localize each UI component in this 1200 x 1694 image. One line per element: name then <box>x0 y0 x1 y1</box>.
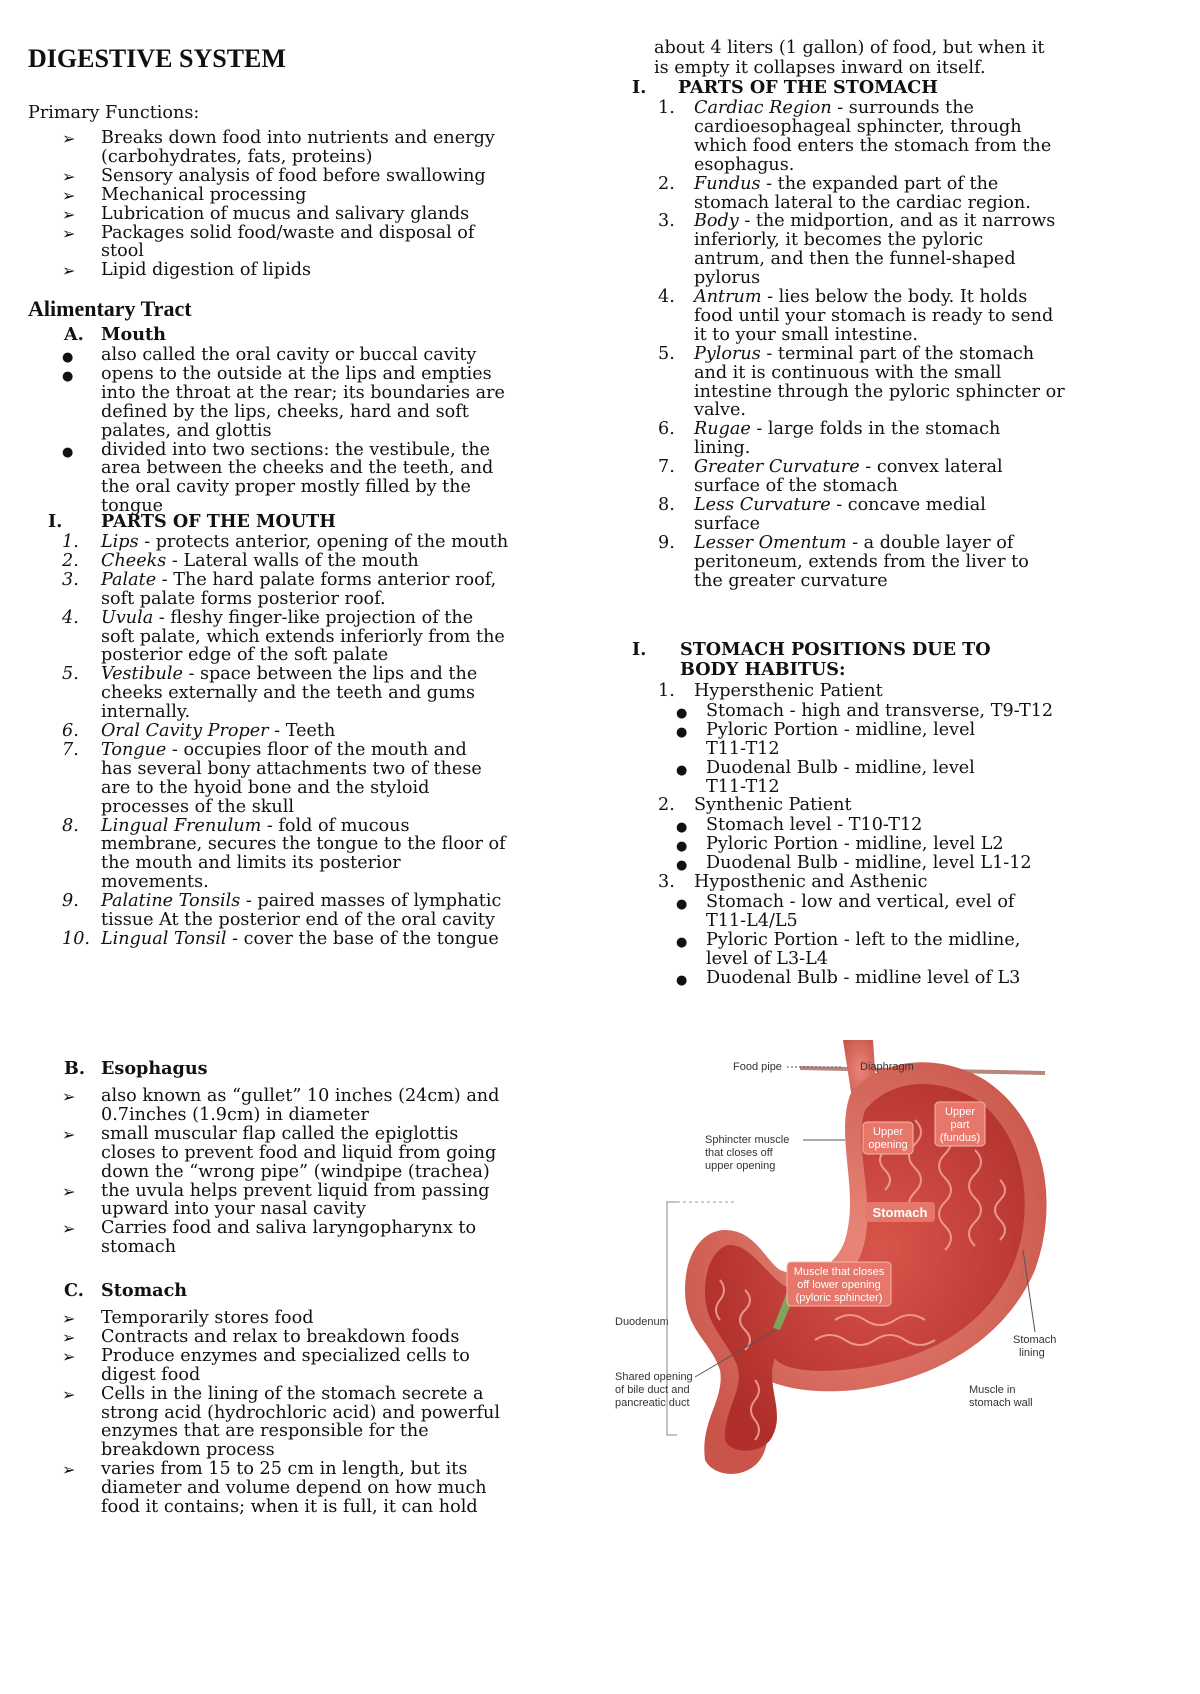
esophagus-item-line: down the “wrong pipe” (windpipe (trachea) <box>101 1161 490 1182</box>
stomach-part-term: Cardiac Region <box>694 98 832 118</box>
label-muscle-wall-1: Muscle in <box>969 1384 1016 1396</box>
bullet-dot-icon: ● <box>676 705 688 721</box>
mouth-part-text: - The hard palate forms anterior roof, <box>156 569 497 590</box>
stomach-item-line: strong acid (hydrochloric acid) and powerful <box>101 1402 500 1423</box>
arrow-bullet-icon: ➢ <box>62 1384 76 1404</box>
mouth-part-number: 5. <box>62 664 79 685</box>
label-stomach-lining-1: Stomach <box>1013 1334 1057 1346</box>
label-food-pipe: Food pipe <box>733 1061 782 1073</box>
stomach-part-line: pylorus <box>694 268 761 289</box>
mouth-part-number: 3. <box>62 569 79 590</box>
esophagus-letter: B. <box>64 1058 85 1079</box>
mouth-part-text: - Teeth <box>268 721 336 741</box>
habitus-bullet-line: T11-T12 <box>706 738 780 759</box>
primary-function-item: stool <box>101 241 144 262</box>
mouth-part-line: the mouth and limits its posterior <box>101 853 401 874</box>
stomach-label: Stomach <box>101 1280 188 1301</box>
mouth-part-line: has several bony attachments two of these <box>101 758 482 779</box>
primary-function-item: Mechanical processing <box>101 184 307 205</box>
stomach-part-number: 9. <box>658 532 675 553</box>
primary-function-item: Lubrication of mucus and salivary glands <box>101 203 470 224</box>
esophagus-item-line: small muscular flap called the epiglottis <box>101 1123 459 1144</box>
stomach-part-term: Rugae <box>694 419 751 440</box>
stomach-part-line: valve. <box>694 400 746 421</box>
positions-heading: STOMACH POSITIONS DUE TO <box>680 639 991 660</box>
mouth-part-number: 4. <box>62 607 79 628</box>
stomach-part-line: it to your small intestine. <box>694 324 918 345</box>
mouth-part <box>101 664 477 684</box>
mouth-part-number: 10. <box>62 928 90 949</box>
bullet-dot-icon: ● <box>62 444 74 460</box>
stomach-part-number: 8. <box>658 494 675 515</box>
stomach-part-line: surface of the stomach <box>694 476 898 496</box>
bullet-dot-icon: ● <box>676 762 688 778</box>
mouth-part-number: 6. <box>62 721 79 741</box>
mouth-part-text: - paired masses of lymphatic <box>240 891 502 912</box>
label-muscle-wall-2: stomach wall <box>969 1397 1033 1409</box>
habitus-bullet-line: Pyloric Portion - left to the midline, <box>706 929 1021 950</box>
mouth-part-number: 7. <box>62 739 79 760</box>
mouth-part-text: - cover the base of the tongue <box>226 928 499 949</box>
continuation-line: about 4 liters (1 gallon) of food, but when it <box>654 38 1045 58</box>
mouth-part-text: - space between the lips and the <box>182 664 478 685</box>
stomach-part-text: - lies below the body. It holds <box>761 287 1028 307</box>
bullet-dot-icon: ● <box>676 858 688 874</box>
alimentary-heading: Alimentary Tract <box>28 296 192 321</box>
mouth-part-number: 8. <box>62 815 79 836</box>
stomach-part-term: Antrum <box>694 287 762 307</box>
mouth-part <box>101 891 501 911</box>
stomach-part <box>694 457 1003 477</box>
mouth-part <box>101 721 335 741</box>
bullet-dot-icon: ● <box>676 972 688 988</box>
stomach-part-text: - the midportion, and as it narrows <box>738 211 1056 232</box>
positions-heading: BODY HABITUS: <box>680 659 846 680</box>
stomach-part-number: 5. <box>658 343 675 364</box>
stomach-part-text: - convex lateral <box>859 457 1003 478</box>
label-pyloric-1: Muscle that closes <box>793 1266 885 1278</box>
arrow-bullet-icon: ➢ <box>62 166 76 186</box>
mouth-part-term: Tongue <box>101 739 167 760</box>
mouth-bullet-line: opens to the outside at the lips and empties <box>101 363 492 384</box>
stomach-part-text: - concave medial <box>830 494 986 515</box>
label-shared-opening-1: Shared opening <box>615 1371 693 1383</box>
stomach-part-number: 2. <box>658 173 675 194</box>
label-stomach-lining-2: lining <box>1019 1347 1045 1359</box>
habitus-bullet-line: Duodenal Bulb - midline, level <box>706 757 975 778</box>
stomach-part-text: - a double layer of <box>846 532 1014 553</box>
mouth-part <box>101 740 467 760</box>
primary-function-item: Packages solid food/waste and disposal of <box>101 222 475 243</box>
stomach-part <box>694 344 1034 364</box>
positions-number: I. <box>632 639 647 660</box>
arrow-bullet-icon: ➢ <box>62 1087 76 1106</box>
stomach-item-line: varies from 15 to 25 cm in length, but its <box>101 1459 468 1480</box>
arrow-bullet-icon: ➢ <box>62 223 76 243</box>
habitus-label: Synthenic Patient <box>694 795 852 816</box>
mouth-part-text: - Lateral walls of the mouth <box>166 550 419 571</box>
habitus-number: 1. <box>658 681 675 701</box>
habitus-number: 3. <box>658 872 675 892</box>
label-sphincter-1: Sphincter muscle <box>705 1134 790 1146</box>
stomach-item-line: digest food <box>101 1364 201 1385</box>
mouth-part-line: soft palate forms posterior roof. <box>101 588 386 609</box>
label-diaphragm: Diaphragm <box>860 1061 914 1073</box>
mouth-part-line: soft palate, which extends inferiorly from the <box>101 626 505 647</box>
stomach-part-term: Fundus <box>694 173 761 194</box>
habitus-bullet-line: Stomach - high and transverse, T9-T12 <box>706 700 1054 721</box>
stomach-parts-number: I. <box>632 77 647 98</box>
stomach-part-line: lining. <box>694 438 751 459</box>
stomach-part-line: the greater curvature <box>694 570 888 591</box>
mouth-part-term: Lingual Tonsil <box>101 928 227 949</box>
mouth-part-term: Vestibule <box>101 664 183 685</box>
mouth-part-term: Uvula <box>101 607 154 628</box>
habitus-number: 2. <box>658 795 675 816</box>
label-upper-opening-1: Upper <box>873 1126 903 1138</box>
bullet-dot-icon: ● <box>62 350 74 365</box>
stomach-parts-heading: PARTS OF THE STOMACH <box>678 77 938 98</box>
habitus-label: Hyposthenic and Asthenic <box>694 872 928 892</box>
mouth-parts-heading: PARTS OF THE MOUTH <box>101 511 336 532</box>
stomach-part-number: 1. <box>658 98 675 118</box>
stomach-letter: C. <box>64 1280 84 1301</box>
stomach-item-line: diameter and volume depend on how much <box>101 1478 487 1499</box>
esophagus-item-line: upward into your nasal cavity <box>101 1199 366 1220</box>
stomach-part-term: Less Curvature <box>694 494 831 515</box>
mouth-part-term: Lips <box>101 532 139 552</box>
stomach-part-text: - the expanded part of the <box>760 173 999 194</box>
mouth-bullet-line: tongue <box>101 496 163 517</box>
mouth-parts-number: I. <box>48 511 63 532</box>
mouth-part-term: Palate <box>101 569 157 590</box>
stomach-item-line: Contracts and relax to breakdown foods <box>101 1326 460 1347</box>
label-upper-opening-2: opening <box>868 1139 908 1151</box>
stomach-item-line: enzymes that are responsible for the <box>101 1421 429 1442</box>
label-upper-part-2: part <box>950 1119 970 1131</box>
primary-function-item: Lipid digestion of lipids <box>101 260 311 281</box>
habitus-bullet-line: T11-T12 <box>706 776 780 797</box>
stomach-part-line: antrum, and then the funnel-shaped <box>694 249 1016 270</box>
habitus-bullet-line: Stomach level - T10-T12 <box>706 815 923 836</box>
mouth-bullet-line: area between the cheeks and the teeth, and <box>101 458 494 479</box>
mouth-part-line: are to the hyoid bone and the styloid <box>101 777 430 798</box>
mouth-part <box>101 570 496 590</box>
mouth-part <box>101 929 499 949</box>
page-title: DIGESTIVE SYSTEM <box>28 44 286 73</box>
stomach-part <box>694 211 1055 231</box>
bullet-dot-icon: ● <box>62 368 74 384</box>
arrow-bullet-icon: ➢ <box>62 1309 76 1328</box>
stomach-part-line: intestine through the pyloric sphincter or <box>694 381 1065 402</box>
mouth-part-line: membrane, secures the tongue to the floor of <box>101 834 506 855</box>
stomach-part <box>694 287 1027 307</box>
mouth-letter: A. <box>64 324 84 345</box>
label-upper-part-1: Upper <box>945 1106 975 1118</box>
mouth-part-line: internally. <box>101 702 191 723</box>
arrow-bullet-icon: ➢ <box>62 204 76 224</box>
mouth-part <box>101 816 410 836</box>
esophagus-item-line: stomach <box>101 1237 177 1258</box>
bullet-dot-icon: ● <box>676 934 688 950</box>
bullet-dot-icon: ● <box>676 839 688 855</box>
label-sphincter-2: that closes off <box>705 1147 773 1159</box>
stomach-part <box>694 495 986 515</box>
habitus-bullet-line: Duodenal Bulb - midline, level L1-12 <box>706 853 1032 874</box>
stomach-part-text: - terminal part of the stomach <box>760 343 1035 364</box>
esophagus-item-line: Carries food and saliva laryngopharynx to <box>101 1218 477 1239</box>
bullet-dot-icon: ● <box>676 896 688 912</box>
mouth-bullet-line: divided into two sections: the vestibule, the <box>101 439 491 460</box>
stomach-part-line: and it is continuous with the small <box>694 362 1002 383</box>
arrow-bullet-icon: ➢ <box>62 1327 76 1347</box>
mouth-part-term: Lingual Frenulum <box>101 815 262 836</box>
mouth-bullet-line: palates, and glottis <box>101 420 272 441</box>
habitus-bullet-line: Pyloric Portion - midline, level L2 <box>706 834 1004 855</box>
stomach-part-line: peritoneum, extends from the liver to <box>694 551 1029 572</box>
arrow-bullet-icon: ➢ <box>62 1346 76 1366</box>
arrow-bullet-icon: ➢ <box>62 1181 76 1201</box>
primary-function-item: Breaks down food into nutrients and energy <box>101 128 495 148</box>
arrow-bullet-icon: ➢ <box>62 1460 76 1480</box>
mouth-part-term: Palatine Tonsils <box>101 891 241 912</box>
stomach-part-line: food until your stomach is ready to send <box>694 305 1054 326</box>
mouth-part-term: Oral Cavity Proper <box>101 721 269 741</box>
stomach-part-line: cardioesophageal sphincter, through <box>694 116 1022 137</box>
esophagus-item-line: 0.7inches (1.9cm) in diameter <box>101 1104 369 1125</box>
primary-functions-heading: Primary Functions: <box>28 103 200 123</box>
mouth-bullet-line: defined by the lips, cheeks, hard and soft <box>101 401 469 422</box>
mouth-part <box>101 532 508 552</box>
mouth-part <box>101 608 473 628</box>
mouth-part-line: processes of the skull <box>101 796 294 817</box>
stomach-part-number: 6. <box>658 419 675 440</box>
stomach-part <box>694 98 974 118</box>
stomach-item-line: Produce enzymes and specialized cells to <box>101 1345 470 1366</box>
mouth-part-number: 2. <box>62 550 79 571</box>
label-stomach: Stomach <box>872 1205 928 1220</box>
label-shared-opening-3: pancreatic duct <box>615 1397 690 1409</box>
esophagus-item-line: also known as “gullet” 10 inches (24cm) and <box>101 1086 500 1106</box>
habitus-bullet-line: level of L3-L4 <box>706 948 829 969</box>
habitus-bullet-line: Duodenal Bulb - midline level of L3 <box>706 967 1021 988</box>
stomach-part-line: which food enters the stomach from the <box>694 135 1052 156</box>
stomach-item-line: Cells in the lining of the stomach secrete a <box>101 1383 484 1404</box>
stomach-item-line: food it contains; when it is full, it can hold <box>101 1497 478 1517</box>
esophagus-item-line: the uvula helps prevent liquid from passing <box>101 1180 490 1201</box>
primary-function-item: Sensory analysis of food before swallowing <box>101 165 486 186</box>
stomach-part <box>694 419 1000 439</box>
habitus-bullet-line: Pyloric Portion - midline, level <box>706 719 976 740</box>
mouth-part-line: cheeks externally and the teeth and gums <box>101 683 476 704</box>
stomach-part-number: 4. <box>658 287 675 307</box>
mouth-part-line: posterior edge of the soft palate <box>101 645 389 666</box>
esophagus-item-line: closes to prevent food and liquid from going <box>101 1142 497 1163</box>
mouth-bullet-line: also called the oral cavity or buccal cavity <box>101 345 477 365</box>
mouth-part-text: - protects anterior, opening of the mouth <box>138 532 509 552</box>
bullet-dot-icon: ● <box>676 724 688 740</box>
habitus-label: Hypersthenic Patient <box>694 681 883 701</box>
label-pyloric-3: (pyloric sphincter) <box>795 1292 883 1304</box>
mouth-part <box>101 551 419 571</box>
stomach-part-line: esophagus. <box>694 154 795 175</box>
habitus-bullet-line: Stomach - low and vertical, evel of <box>706 891 1015 912</box>
esophagus-label: Esophagus <box>101 1058 208 1079</box>
bullet-dot-icon: ● <box>676 820 688 836</box>
mouth-bullet-line: into the throat at the rear; its boundaries are <box>101 382 505 403</box>
mouth-part-line: tissue At the posterior end of the oral cavity <box>101 910 495 930</box>
mouth-part-text: - fleshy finger-like projection of the <box>153 607 474 628</box>
stomach-part-term: Body <box>694 211 739 232</box>
stomach-part-term: Pylorus <box>694 343 761 364</box>
habitus-bullet-line: T11-L4/L5 <box>706 910 798 931</box>
mouth-part-line: movements. <box>101 872 209 893</box>
stomach-part-term: Lesser Omentum <box>694 532 847 553</box>
stomach-part-text: - surrounds the <box>831 98 974 118</box>
continuation-line: is empty it collapses inward on itself. <box>654 58 986 78</box>
label-shared-opening-2: of bile duct and <box>615 1384 690 1396</box>
mouth-part-text: - fold of mucous <box>261 815 410 836</box>
mouth-part-text: - occupies floor of the mouth and <box>166 739 467 760</box>
arrow-bullet-icon: ➢ <box>62 1219 76 1239</box>
mouth-part-number: 1. <box>62 532 79 552</box>
stomach-part-term: Greater Curvature <box>694 457 860 478</box>
stomach-part-text: - large folds in the stomach <box>750 419 1001 440</box>
mouth-part-term: Cheeks <box>101 550 167 571</box>
stomach-part <box>694 174 998 194</box>
arrow-bullet-icon: ➢ <box>62 129 76 148</box>
stomach-part <box>694 533 1013 553</box>
stomach-part-number: 7. <box>658 457 675 478</box>
label-duodenum: Duodenum <box>615 1316 669 1328</box>
stomach-part-line: inferiorly, it becomes the pyloric <box>694 230 984 251</box>
mouth-part-number: 9. <box>62 891 79 912</box>
label-sphincter-3: upper opening <box>705 1160 776 1172</box>
arrow-bullet-icon: ➢ <box>62 1124 76 1144</box>
stomach-part-line: surface <box>694 513 761 534</box>
label-pyloric-2: off lower opening <box>797 1279 881 1291</box>
stomach-diagram <box>605 1040 1085 1480</box>
stomach-item-line: breakdown process <box>101 1440 275 1461</box>
stomach-item-line: Temporarily stores food <box>101 1308 314 1328</box>
arrow-bullet-icon: ➢ <box>62 185 76 205</box>
primary-function-item: (carbohydrates, fats, proteins) <box>101 146 373 167</box>
mouth-bullet-line: the oral cavity proper mostly filled by the <box>101 477 471 498</box>
mouth-label: Mouth <box>101 324 166 345</box>
arrow-bullet-icon: ➢ <box>62 261 76 281</box>
stomach-part-number: 3. <box>658 211 675 232</box>
stomach-part-line: stomach lateral to the cardiac region. <box>694 192 1031 213</box>
label-upper-part-3: (fundus) <box>939 1132 981 1144</box>
